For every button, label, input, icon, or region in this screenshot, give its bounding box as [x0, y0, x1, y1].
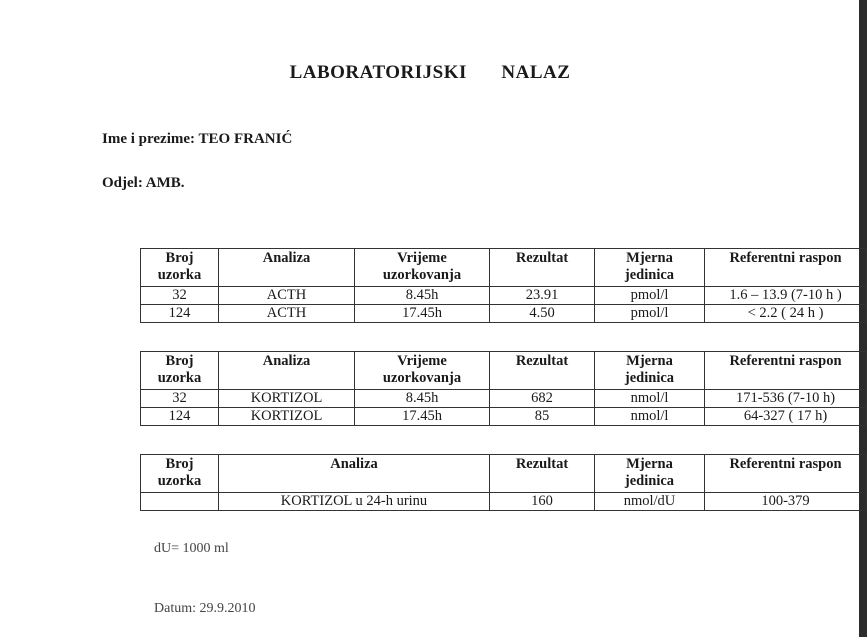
header-cell: Referentni raspon — [705, 249, 867, 287]
reference-range: < 2.2 ( 24 h ) — [705, 305, 867, 323]
reference-range: 1.6 – 13.9 (7-10 h ) — [705, 287, 867, 305]
header-cell: Analiza — [219, 455, 490, 493]
table-row — [141, 287, 867, 305]
table-row — [141, 493, 867, 511]
header-cell: Mjerna jedinica — [595, 352, 705, 390]
header-cell: Vrijeme uzorkovanja — [355, 249, 490, 287]
table-header-row — [141, 249, 867, 287]
sampling-time: 17.45h — [355, 305, 490, 323]
analysis: KORTIZOL — [219, 390, 355, 408]
table-row — [141, 305, 867, 323]
header-cell: Rezultat — [490, 249, 595, 287]
unit: pmol/l — [595, 305, 705, 323]
header-cell: Broj uzorka — [141, 352, 219, 390]
sample-number: 32 — [141, 390, 219, 408]
volume-note: dU= 1000 ml — [154, 541, 229, 556]
patient-name: TEO FRANIĆ — [198, 131, 293, 147]
acth-table — [140, 248, 867, 323]
sample-number: 124 — [141, 305, 219, 323]
table-row — [141, 408, 867, 426]
table-header-row — [141, 455, 867, 493]
header-cell: Rezultat — [490, 455, 595, 493]
sampling-time: 8.45h — [355, 390, 490, 408]
sampling-time: 8.45h — [355, 287, 490, 305]
header-cell: Referentni raspon — [705, 352, 867, 390]
header-cell: Rezultat — [490, 352, 595, 390]
patient-line — [102, 131, 292, 148]
header-cell: Referentni raspon — [705, 455, 867, 493]
analysis: ACTH — [219, 305, 355, 323]
sampling-time: 17.45h — [355, 408, 490, 426]
sample-number: 32 — [141, 287, 219, 305]
table-header-row — [141, 352, 867, 390]
result: 160 — [490, 493, 595, 511]
sample-number: 124 — [141, 408, 219, 426]
department-label: Odjel: — [102, 175, 143, 191]
unit: nmol/l — [595, 390, 705, 408]
unit: nmol/l — [595, 408, 705, 426]
header-cell: Broj uzorka — [141, 249, 219, 287]
unit: nmol/dU — [595, 493, 705, 511]
analysis: KORTIZOL — [219, 408, 355, 426]
header-cell: Vrijeme uzorkovanja — [355, 352, 490, 390]
department-value: AMB. — [145, 175, 185, 191]
unit: pmol/l — [595, 287, 705, 305]
sample-number — [141, 493, 219, 511]
header-cell: Analiza — [219, 352, 355, 390]
reference-range: 64-327 ( 17 h) — [705, 408, 867, 426]
reference-range: 100-379 — [705, 493, 867, 511]
document-title: LABORATORIJSKI NALAZ — [289, 62, 571, 83]
header-cell: Mjerna jedinica — [595, 249, 705, 287]
department-line — [102, 175, 185, 192]
result: 4.50 — [490, 305, 595, 323]
analysis: ACTH — [219, 287, 355, 305]
urine-kortizol-table — [140, 454, 867, 511]
header-cell: Mjerna jedinica — [595, 455, 705, 493]
analysis: KORTIZOL u 24-h urinu — [219, 493, 490, 511]
result: 23.91 — [490, 287, 595, 305]
reference-range: 171-536 (7-10 h) — [705, 390, 867, 408]
kortizol-table — [140, 351, 867, 426]
result: 85 — [490, 408, 595, 426]
result: 682 — [490, 390, 595, 408]
report-date: Datum: 29.9.2010 — [154, 601, 256, 616]
header-cell: Analiza — [219, 249, 355, 287]
patient-label: Ime i prezime: — [102, 131, 196, 147]
header-cell: Broj uzorka — [141, 455, 219, 493]
table-row — [141, 390, 867, 408]
